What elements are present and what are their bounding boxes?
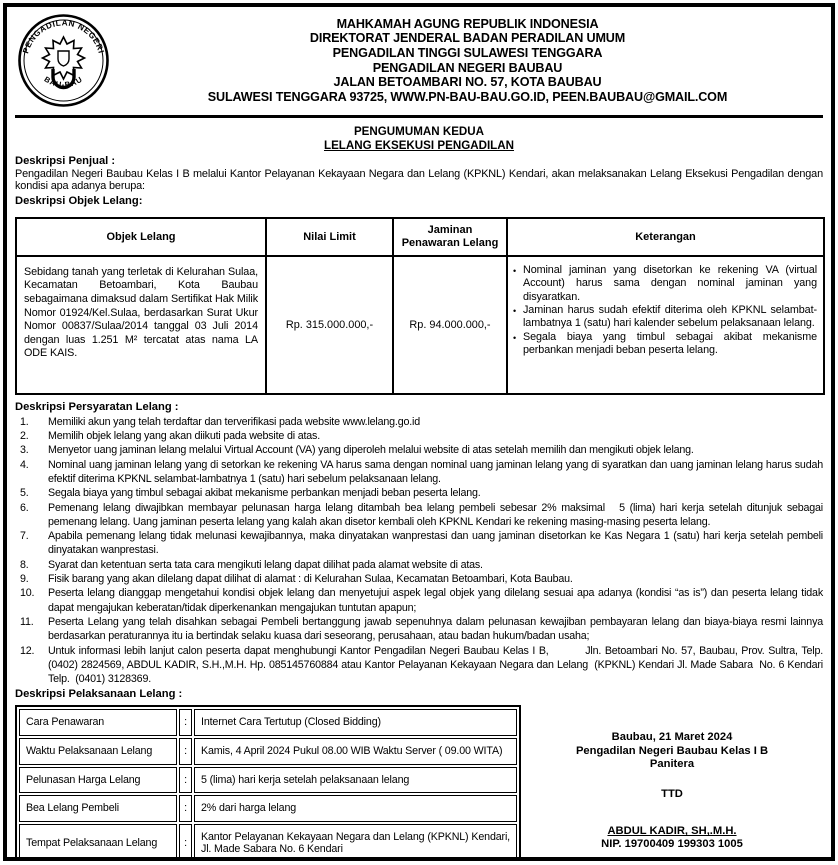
bullet-icon: •	[513, 265, 517, 276]
title-line-1: PENGUMUMAN KEDUA	[353, 125, 485, 138]
item-text: Pemenang lelang diwajibkan membayar pelunasan harga lelang ditambah bea lelang pembeli sebesar 2% maksimal 5 (lima) hari kerja setelah ditunjuk sebagai pemenang lelang. Uang jaminan peserta lelang yang kalah akan disetor kembali oleh KPKNL Kendari ke rekening masing-masing peserta lelang.	[48, 501, 823, 528]
list-item	[15, 486, 823, 500]
bullet-icon: •	[513, 306, 517, 316]
object-description: Sebidang tanah yang terletak di Kelurahan Sulaa, Kecamatan Betoambari, Kota Baubau sebagaimana dimaksud dalam Sertifikat Hak Milik Nomor 01924/Kel.Sulaa, berdasarkan Surat Ukur Nomor 00837/Sulaa/2014 tanggal 03 Juli 2014 dengan luas 1.251 M² tercatat atas nama LA ODE KAIS.	[16, 256, 266, 394]
item-number: 3.	[20, 444, 29, 457]
item-number: 2.	[20, 430, 29, 443]
signature-name: ABDUL KADIR, SH,.M.H.	[607, 825, 737, 838]
seller-body: Pengadilan Negeri Baubau Kelas I B melalui Kantor Pelayanan Kekayaan Negara dan Lelang (KPKNL) Kendari, akan melaksanakan Lelang Eksekusi Pengadilan dengan kondisi apa adanya berupa:	[15, 167, 823, 193]
signature-block	[521, 705, 823, 861]
org-line-5: JALAN BETOAMBARI NO. 57, KOTA BAUBAU	[333, 75, 602, 90]
list-item	[15, 501, 823, 530]
keterangan-item	[513, 264, 817, 304]
item-text: Syarat dan ketentuan serta tata cara mengikuti lelang dapat dilihat pada alamat website di atas.	[48, 558, 483, 571]
requirements-list	[15, 415, 823, 687]
keterangan-text-3: Segala biaya yang timbul sebagai akibat mekanisme perbankan menjadi beban peserta lelang.	[523, 330, 817, 357]
signature-ttd: TTD	[661, 788, 683, 801]
list-item	[15, 415, 823, 429]
exec-label: Tempat Pelaksanaan Lelang	[19, 824, 177, 861]
item-number: 7.	[20, 530, 29, 543]
exec-value: 2% dari harga lelang	[194, 795, 517, 822]
item-text: Memilih objek lelang yang akan diikuti pada website di atas.	[48, 430, 320, 443]
nilai-limit-value: Rp. 315.000.000,-	[266, 256, 393, 394]
exec-value: Internet Cara Tertutup (Closed Bidding)	[194, 709, 517, 736]
list-item	[15, 615, 823, 644]
exec-colon: :	[179, 795, 192, 822]
object-table-row	[16, 256, 824, 394]
object-table-header-row	[16, 218, 824, 256]
court-seal-icon	[15, 13, 112, 108]
exec-label: Waktu Pelaksanaan Lelang	[19, 738, 177, 765]
list-item	[15, 529, 823, 558]
org-line-2: DIREKTORAT JENDERAL BADAN PERADILAN UMUM	[309, 31, 626, 46]
item-text: Peserta Lelang yang telah disahkan sebagai Pembeli bertanggung jawab sepenuhnya dalam pelunasan kewajiban pembayaran lelang dan biaya-biaya resmi lainnya berdasarkan peraturannya itu ia bertindak selaku kuasa dari seseorang, perusahaan, atau badan hukum/badan usaha;	[48, 615, 823, 643]
signature-org: Pengadilan Negeri Baubau Kelas I B	[575, 744, 769, 757]
org-line-6: SULAWESI TENGGARA 93725, WWW.PN-BAU-BAU.GO.ID, PEEN.BAUBAU@GMAIL.COM	[207, 89, 728, 104]
list-item	[15, 443, 823, 457]
signature-place-date: Baubau, 21 Maret 2024	[611, 731, 733, 744]
exec-value: Kantor Pelayanan Kekayaan Negara dan Lelang (KPKNL) Kendari, Jl. Made Sabara No. 6 Kendari	[194, 824, 517, 861]
signature-role: Panitera	[649, 757, 695, 770]
keterangan-item	[513, 331, 817, 358]
seal-text-top: PENGADILAN NEGERI	[21, 18, 106, 55]
exec-value: Kamis, 4 April 2024 Pukul 08.00 WIB Waktu Server ( 09.00 WITA)	[194, 738, 517, 765]
item-number: 8.	[20, 558, 29, 571]
exec-label: Bea Lelang Pembeli	[19, 795, 177, 822]
item-number: 12.	[20, 644, 35, 657]
seller-heading: Deskripsi Penjual :	[15, 154, 116, 167]
list-item	[15, 429, 823, 443]
seal-sun-emblem	[43, 37, 85, 79]
requirements-heading: Deskripsi Persyaratan Lelang :	[15, 400, 179, 413]
table-row	[19, 738, 517, 765]
letterhead-text	[112, 17, 823, 105]
title-line-2: LELANG EKSEKUSI PENGADILAN	[323, 138, 515, 152]
jaminan-value: Rp. 94.000.000,-	[393, 256, 507, 394]
exec-colon: :	[179, 738, 192, 765]
item-text: Menyetor uang jaminan lelang melalui Virtual Account (VA) yang diperoleh melalui website di atas setelah memilih dan mengikuti objek lelang.	[48, 444, 694, 457]
bottom-area	[15, 705, 823, 861]
execution-heading: Deskripsi Pelaksanaan Lelang :	[15, 688, 183, 701]
object-heading: Deskripsi Objek Lelang:	[15, 194, 143, 207]
exec-label: Cara Penawaran	[19, 709, 177, 736]
item-text: Memiliki akun yang telah terdaftar dan terverifikasi pada website www.lelang.go.id	[48, 415, 420, 428]
item-text: Segala biaya yang timbul sebagai akibat mekanisme perbankan menjadi beban peserta lelang.	[48, 487, 481, 500]
exec-colon: :	[179, 767, 192, 794]
col-header-nilai-limit: Nilai Limit	[266, 218, 393, 256]
table-row	[19, 709, 517, 736]
auction-object-table	[15, 217, 825, 395]
letterhead	[15, 13, 823, 118]
exec-colon: :	[179, 824, 192, 861]
exec-value: 5 (lima) hari kerja setelah pelaksanaan lelang	[194, 767, 517, 794]
col-header-jaminan: Jaminan Penawaran Lelang	[393, 218, 507, 256]
col-header-objek-lelang: Objek Lelang	[16, 218, 266, 256]
item-number: 11.	[20, 615, 34, 628]
org-line-3: PENGADILAN TINGGI SULAWESI TENGGARA	[332, 45, 603, 60]
org-line-1: MAHKAMAH AGUNG REPUBLIK INDONESIA	[336, 16, 599, 31]
seal-text-bottom: BAU-BAU	[42, 74, 85, 90]
document-sheet	[3, 3, 835, 861]
list-item	[15, 558, 823, 572]
item-text: Fisik barang yang akan dilelang dapat dilihat di alamat : di Kelurahan Sulaa, Kecamatan Betoambari, Kota Baubau.	[48, 573, 573, 586]
list-item	[15, 644, 823, 687]
item-text: Nominal uang jaminan lelang yang di setorkan ke rekening VA harus sama dengan nominal uang jaminan lelang yang di syaratkan dan uang jaminan lelang harus sudah efektif diterima KPKNL selambat-lambatnya 1 (satu) hari sebelum pelaksanaan lelang.	[48, 458, 823, 485]
keterangan-text-1: Nominal jaminan yang disetorkan ke rekening VA (virtual Account) harus sama dengan nominal jaminan yang disyaratkan.	[523, 263, 817, 303]
keterangan-cell	[507, 256, 824, 394]
document-title	[15, 125, 823, 153]
item-number: 10.	[20, 587, 35, 600]
org-line-4: PENGADILAN NEGERI BAUBAU	[372, 60, 563, 75]
execution-table	[15, 705, 521, 861]
exec-colon: :	[179, 709, 192, 736]
item-number: 9.	[20, 573, 29, 586]
item-number: 6.	[20, 501, 29, 514]
item-text: Peserta lelang dianggap mengetahui kondisi objek lelang dan menyetujui aspek legal objek yang dilelang sesuai apa adanya (kondisi “as is”) dan peserta lelang tidak dapat mengajukan keberatan/tidak diperkenankan mengajukan tuntutan apapun;	[48, 587, 823, 614]
table-row	[19, 795, 517, 822]
list-item	[15, 458, 823, 487]
keterangan-text-2: Jaminan harus sudah efektif diterima oleh KPKNL selambat-lambatnya 1 (satu) hari kalender sebelum pelaksanaan lelang.	[523, 304, 817, 330]
item-text: Apabila pemenang lelang tidak melunasi kewajibannya, maka dinyatakan wanprestasi dan uang jaminan disetorkan ke Kas Negara 1 (satu) hari kerja setelah pembeli dinyatakan wanprestasi.	[48, 530, 823, 557]
bullet-icon: •	[513, 332, 517, 343]
item-number: 5.	[20, 487, 29, 500]
col-header-keterangan: Keterangan	[507, 218, 824, 256]
item-text: Untuk informasi lebih lanjut calon peserta dapat menghubungi Kantor Pengadilan Negeri Baubau Kelas I B, Jln. Betoambari No. 57, Baubau, Prov. Sultra, Telp. (0402) 2824569, ABDUL KADIR, S.H.,M.H. Hp. 085145760884 atau Kantor Pelayanan Kekayaan Negara dan Lelang (KPKNL) Kendari Jl. Made Sabara No. 6 Kendari Telp. (0401) 3128369.	[48, 644, 823, 686]
exec-label: Pelunasan Harga Lelang	[19, 767, 177, 794]
signature-nip: NIP. 19700409 199303 1005	[601, 838, 743, 851]
item-number: 1.	[20, 415, 29, 428]
list-item	[15, 572, 823, 586]
item-number: 4.	[20, 458, 29, 471]
table-row	[19, 824, 517, 861]
table-row	[19, 767, 517, 794]
list-item	[15, 586, 823, 615]
keterangan-item	[513, 304, 817, 331]
